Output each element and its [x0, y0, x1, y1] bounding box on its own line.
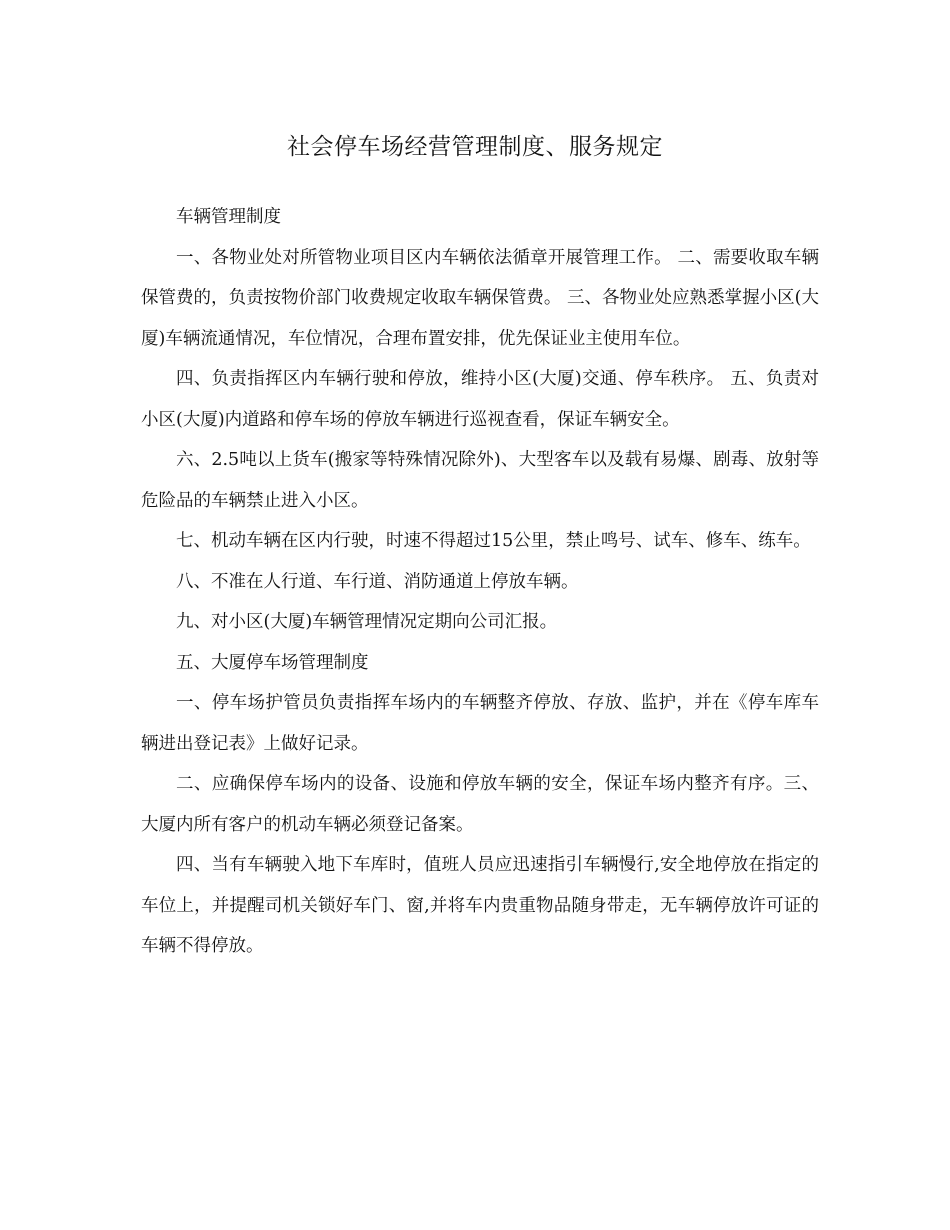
paragraph: 九、对小区(大厦)车辆管理情况定期向公司汇报。: [176, 612, 558, 632]
document-title: 社会停车场经营管理制度、服务规定: [287, 134, 663, 160]
paragraph: 六、2.5吨以上货车(搬家等特殊情况除外)、大型客车以及载有易爆、剧毒、放射等危险品的车辆禁止进入小区。: [141, 450, 819, 511]
paragraph-section-heading: 五、大厦停车场管理制度: [176, 652, 369, 673]
document-body: [141, 197, 819, 967]
paragraph: 一、停车场护管员负责指挥车场内的车辆整齐停放、存放、监护，并在《停车库车辆进出登记表》上做好记录。: [141, 693, 819, 754]
paragraph: 二、应确保停车场内的设备、设施和停放车辆的安全，保证车场内整齐有序。三、大厦内所有客户的机动车辆必须登记备案。: [141, 774, 819, 835]
paragraph: 四、当有车辆驶入地下车库时，值班人员应迅速指引车辆慢行,安全地停放在指定的车位上，并提醒司机关锁好车门、窗,并将车内贵重物品随身带走，无车辆停放许可证的车辆不得停放。: [141, 855, 819, 956]
paragraph: 八、不准在人行道、车行道、消防通道上停放车辆。: [176, 571, 579, 592]
paragraph: 四、负责指挥区内车辆行驶和停放，维持小区(大厦)交通、停车秩序。 五、负责对小区(大厦)内道路和停车场的停放车辆进行巡视查看，保证车辆安全。: [141, 369, 819, 430]
paragraph: 一、各物业处对所管物业项目区内车辆依法循章开展管理工作。 二、需要收取车辆保管费的，负责按物价部门收费规定收取车辆保管费。 三、各物业处应熟悉掌握小区(大厦)车辆流通情况，车位情况，合理布置安排，优先保证业主使用车位。: [141, 247, 819, 349]
paragraph-section-heading: 车辆管理制度: [176, 207, 281, 227]
paragraph: 七、机动车辆在区内行驶，时速不得超过15公里，禁止鸣号、试车、修车、练车。: [176, 531, 811, 551]
